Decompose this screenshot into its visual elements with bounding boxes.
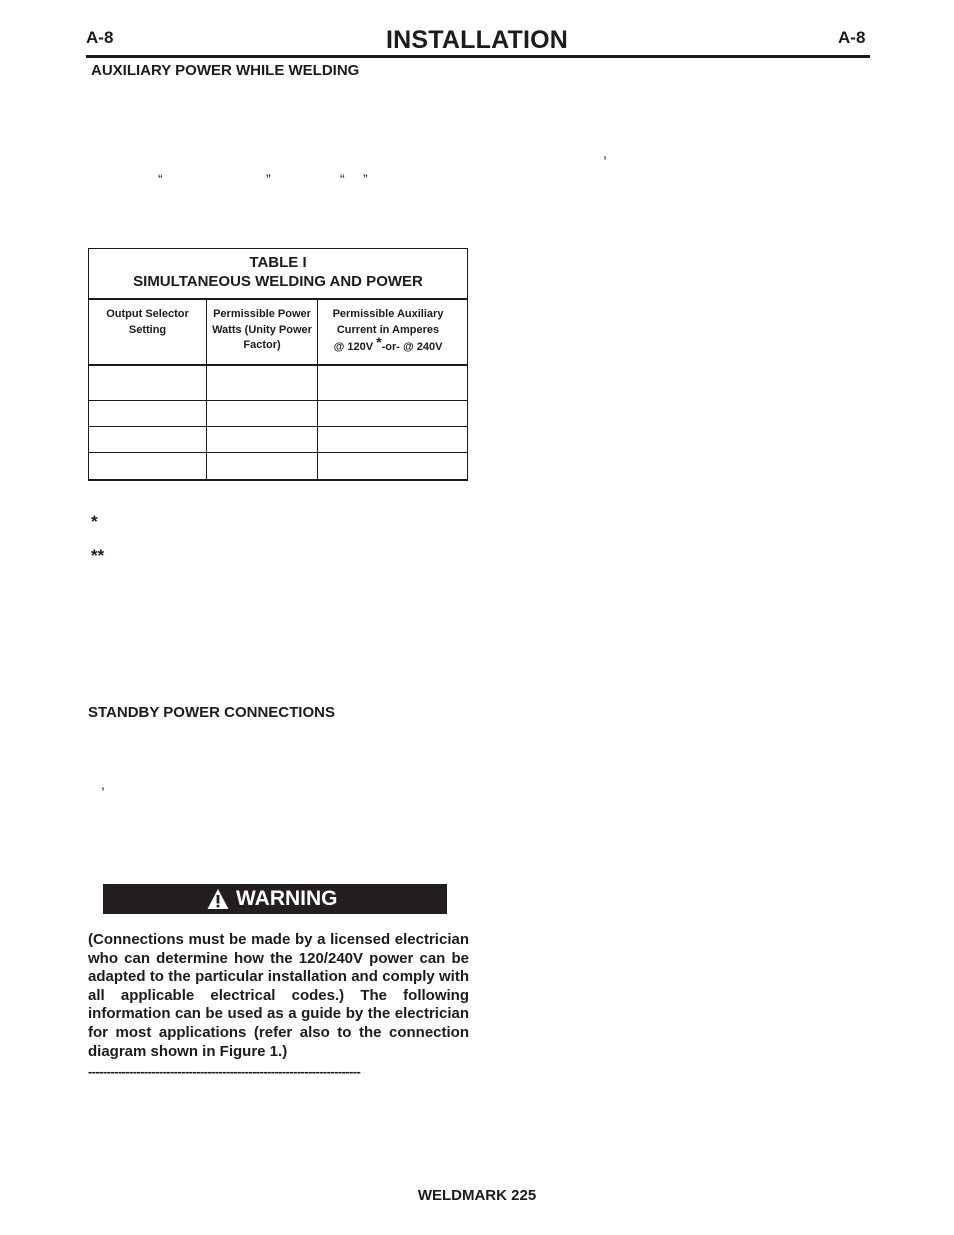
column-header-line: Output Selector xyxy=(106,308,189,320)
stray-comma: , xyxy=(101,776,105,792)
footnote-double-star: ** xyxy=(91,546,105,565)
footnote-star: * xyxy=(376,334,382,350)
voltage-240-label: -or- @ 240V xyxy=(381,341,443,353)
table-title-line2: SIMULTANEOUS WELDING AND POWER xyxy=(133,273,423,290)
table-row-divider xyxy=(89,364,467,366)
column-header-line: Setting xyxy=(128,323,167,336)
stray-comma: , xyxy=(603,145,607,161)
column-header-line: Factor) xyxy=(243,339,281,351)
header-rule xyxy=(86,55,870,58)
simultaneous-power-table xyxy=(88,248,468,481)
column-header-output-selector xyxy=(89,307,206,338)
voltage-120-label: @ 120V xyxy=(333,341,377,353)
page-title: INSTALLATION xyxy=(385,26,568,54)
column-header-line: Watts (Unity Power xyxy=(212,323,312,336)
column-header-line: Current in Amperes xyxy=(336,323,440,336)
stray-close-quote: ” xyxy=(266,171,271,187)
table-rule xyxy=(89,298,467,300)
column-header-line xyxy=(318,334,458,356)
warning-label: WARNING xyxy=(236,887,338,910)
page-code-right: A-8 xyxy=(838,28,866,47)
table-title xyxy=(89,253,467,291)
table-row-divider xyxy=(89,452,467,453)
column-header-permissible-power xyxy=(207,307,317,354)
warning-banner xyxy=(103,884,447,914)
column-header-line: Permissible Power xyxy=(213,308,311,320)
column-header-auxiliary-current xyxy=(318,307,458,356)
dashed-separator: ------------------------------------------------------------------------- xyxy=(88,1064,361,1079)
auxiliary-power-heading: AUXILIARY POWER WHILE WELDING xyxy=(91,62,360,79)
footnote-single-star: * xyxy=(91,512,98,531)
column-header-line: Permissible Auxiliary xyxy=(332,308,444,320)
stray-open-quote: “ xyxy=(158,171,163,187)
table-title-line1: TABLE I xyxy=(249,254,307,271)
table-row-divider xyxy=(89,400,467,401)
footer-model: WELDMARK 225 xyxy=(417,1187,537,1204)
stray-close-quote: ” xyxy=(363,171,368,187)
standby-power-heading: STANDBY POWER CONNECTIONS xyxy=(88,704,335,721)
warning-triangle-icon xyxy=(207,888,229,910)
stray-open-quote: “ xyxy=(340,171,345,187)
table-row-divider xyxy=(89,426,467,427)
page-code-left: A-8 xyxy=(86,28,114,47)
warning-body: (Connections must be made by a licensed electrician who can determine how the 120/240V power can be adapted to the particular installation and comply with all applicable electrical codes.) The following information can be used as a guide by the electrician for most applications (refer also to the connection diagram shown in Figure 1.) xyxy=(88,931,469,1060)
